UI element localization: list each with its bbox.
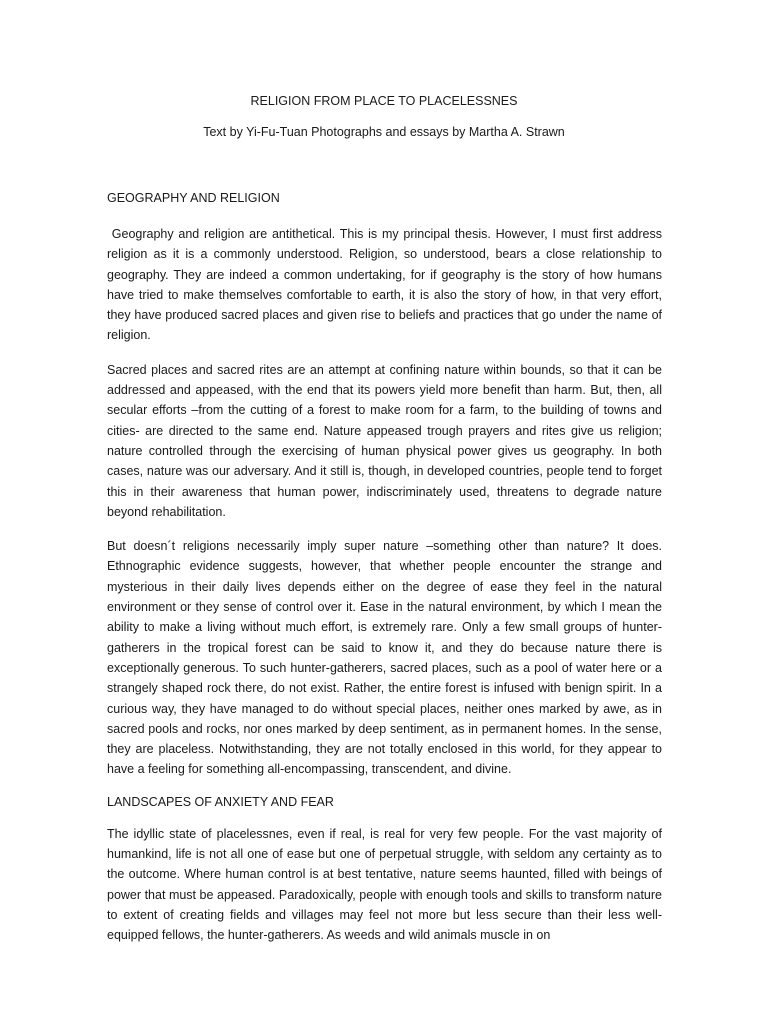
document-credits: Text by Yi-Fu-Tuan Photographs and essays by Martha A. Strawn <box>203 125 565 139</box>
paragraph: Sacred places and sacred rites are an attempt at confining nature within bounds, so that it can be addressed and appeased, with the end that its powers yield more benefit than harm. But, then, all secular efforts –from the cutting of a forest to make room for a farm, to the building of towns and cities- are directed to the same end. Nature appeased trough prayers and rites give us religion; nature controlled through the exercising of human physical power gives us geography. In both cases, nature was our adversary. And it still is, though, in developed countries, people tend to forget this in their awareness that human power, indiscriminately used, threatens to degrade nature beyond rehabilitation. <box>107 362 662 519</box>
section-heading-landscapes-anxiety-fear: LANDSCAPES OF ANXIETY AND FEAR <box>107 794 334 809</box>
document-title: RELIGION FROM PLACE TO PLACELESSNES <box>250 94 518 108</box>
paragraph: But doesn´t religions necessarily imply super nature –something other than nature? It does. Ethnographic evidence suggests, however, that whether people encounter the strange and mysterious in their daily lives depends either on the degree of ease they feel in the natural environment or they sense of control over it. Ease in the natural environment, by which I mean the ability to make a living without much effort, is extremely rare. Only a few small groups of hunter-gatherers in the tropical forest can be said to know it, and they do because nature there is exceptionally generous. To such hunter-gatherers, sacred places, such as a pool of water here or a strangely shaped rock there, do not exist. Rather, the entire forest is infused with benign spirit. In a curious way, they have managed to do without special places, neither ones marked by awe, as in sacred pools and rocks, nor ones marked by deep sentiment, as in permanent homes. In the sense, they are placeless. Notwithstanding, they are not totally enclosed in this world, for they appear to have a feeling for something all-encompassing, transcendent, and divine. <box>107 539 662 777</box>
paragraph: Geography and religion are antithetical. This is my principal thesis. However, I must first address religion as it is a commonly understood. Religion, so understood, bears a close relationship to geography. They are indeed a common undertaking, for if geography is the story of how humans have tried to make themselves comfortable to earth, it is also the story of how, in that very effort, they have produced sacred places and given rise to beliefs and practices that go under the name of religion. <box>107 227 666 343</box>
document-body <box>107 190 666 960</box>
section-heading-geography-religion: GEOGRAPHY AND RELIGION <box>107 191 280 205</box>
paragraph: The idyllic state of placelessnes, even if real, is real for very few people. For the vast majority of humankind, life is not all one of ease but one of perpetual struggle, with seldom any certainty as to the outcome. Where human control is at best tentative, nature seems haunted, filled with beings of power that must be appeased. Paradoxically, people with enough tools and skills to transform nature to extent of creating fields and villages may feel not more but less secure than their less well-equipped fellows, the hunter-gatherers. As weeds and wild animals muscle in on <box>107 826 662 943</box>
